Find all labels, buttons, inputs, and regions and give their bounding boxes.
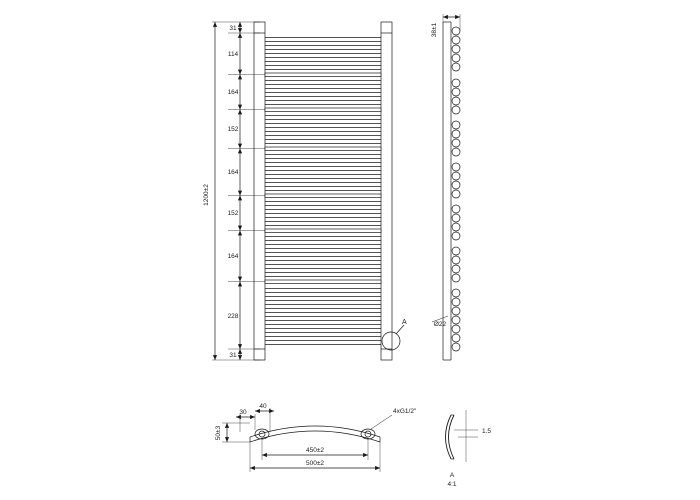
diameter-label: Ø22: [433, 321, 447, 328]
side-elevation: [431, 14, 460, 360]
dim-164-a: 164: [227, 89, 239, 96]
detail-a-title: A: [449, 472, 455, 479]
side-rail-ends: [452, 27, 460, 351]
dim-164-c: 164: [227, 253, 239, 260]
dim-31-bottom: 31: [229, 352, 237, 359]
side-depth-label: 38±1: [431, 22, 438, 38]
detail-a: [446, 410, 492, 488]
offset-30-label: 30: [239, 409, 247, 416]
dim-31-top: 31: [229, 25, 237, 32]
thread-label: 4xG1/2": [393, 408, 417, 415]
fitting-right: [361, 429, 375, 439]
overall-height-dimension: [203, 22, 215, 360]
front-dimension-labels: [228, 25, 239, 359]
offset-40-label: 40: [259, 403, 267, 410]
detail-a-scale: 4:1: [447, 481, 457, 488]
inner-width-label: 450±2: [305, 447, 325, 454]
top-plan: [215, 403, 417, 472]
overall-height-label: 1200±2: [203, 184, 210, 206]
towel-rails: [265, 38, 381, 345]
dim-152-b: 152: [227, 210, 239, 217]
detail-a-marker-label: A: [402, 319, 407, 326]
detail-thickness-label: 1.5: [482, 428, 492, 435]
front-elevation: [254, 22, 407, 360]
curve-depth-label: 50±3: [215, 425, 222, 441]
dim-152-a: 152: [227, 126, 239, 133]
overall-width-label: 500±2: [305, 460, 325, 467]
dim-114: 114: [227, 51, 239, 58]
fitting-left: [255, 429, 269, 439]
dim-228: 228: [227, 313, 239, 320]
dim-164-b: 164: [227, 169, 239, 176]
